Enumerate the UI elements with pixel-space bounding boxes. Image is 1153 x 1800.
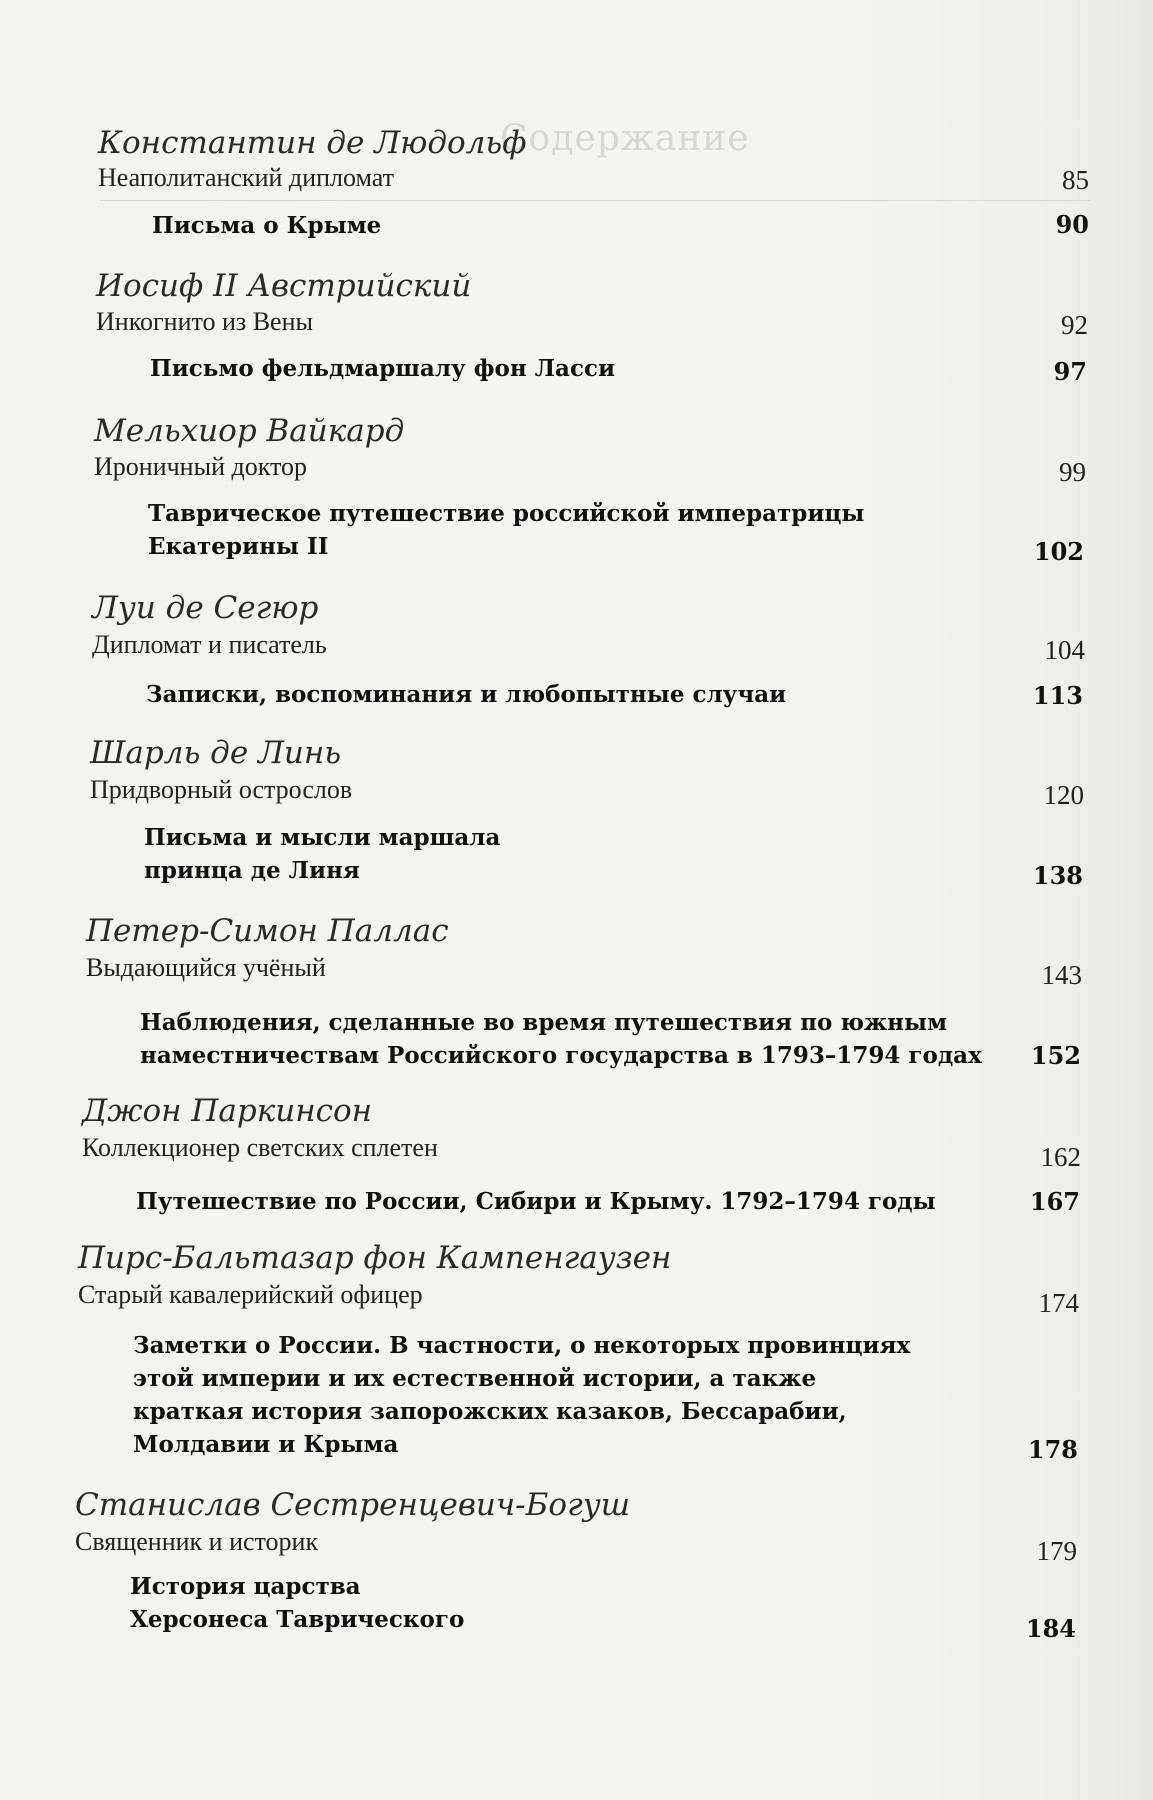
author-name: Станислав Сестренцевич-Богуш [75, 1487, 631, 1523]
subtitle-page-number: 99 [1059, 457, 1086, 487]
work-title-line: Екатерины II [148, 533, 329, 560]
work-title-line: Письма и мысли маршала [144, 824, 501, 851]
work-title [146, 678, 786, 711]
work-page-number: 178 [1027, 1435, 1078, 1464]
work-title-line: Херсонеса Таврического [130, 1606, 465, 1633]
heading-rule [100, 200, 1090, 201]
work-title-line: Заметки о России. В частности, о некоторых провинциях [133, 1332, 911, 1359]
work-page-number: 90 [1055, 210, 1089, 239]
author-subtitle: Старый кавалерийский офицер [78, 1280, 423, 1309]
subtitle-page-number: 162 [1040, 1142, 1081, 1172]
work-page-number: 167 [1029, 1187, 1080, 1216]
work-page-number: 97 [1053, 357, 1087, 386]
subtitle-page-number: 92 [1061, 310, 1088, 340]
work-title [130, 1570, 464, 1636]
work-title-line: краткая история запорожских казаков, Бессарабии, [133, 1398, 847, 1425]
author-subtitle: Ироничный доктор [94, 452, 308, 481]
author-subtitle: Инкогнито из Вены [96, 307, 313, 336]
work-title [144, 821, 500, 887]
work-title-line: Наблюдения, сделанные во время путешествия по южным [140, 1009, 948, 1036]
author-subtitle: Священник и историк [75, 1527, 319, 1556]
work-title [148, 497, 864, 563]
work-title [152, 209, 381, 242]
author-name: Иосиф II Австрийский [96, 268, 472, 304]
work-title-line: принца де Линя [144, 857, 360, 884]
author-name: Пирс-Бальтазар фон Кампенгаузен [78, 1240, 672, 1276]
author-name: Петер-Симон Паллас [86, 913, 449, 949]
author-name: Луи де Сегюр [92, 590, 319, 626]
author-subtitle: Дипломат и писатель [92, 630, 327, 659]
author-subtitle: Придворный острослов [90, 775, 353, 804]
author-subtitle: Выдающийся учёный [86, 953, 326, 982]
author-name: Мельхиор Вайкард [94, 413, 405, 449]
work-page-number: 102 [1033, 537, 1084, 566]
work-title-line: наместничествам Российского государства в 1793–1794 годах [140, 1042, 982, 1069]
work-page-number: 152 [1030, 1041, 1081, 1070]
subtitle-page-number: 143 [1041, 960, 1082, 990]
work-title-line: Путешествие по России, Сибири и Крыму. 1792–1794 годы [136, 1188, 936, 1215]
subtitle-page-number: 104 [1044, 635, 1085, 665]
author-name: Шарль де Линь [90, 735, 342, 771]
work-title-line: Письма о Крыме [152, 212, 382, 239]
work-title-line: Записки, воспоминания и любопытные случаи [146, 681, 787, 708]
subtitle-page-number: 85 [1062, 165, 1089, 195]
author-subtitle: Коллекционер светских сплетен [82, 1133, 438, 1162]
show-through-heading: Содержание [500, 118, 750, 159]
work-title-line: этой империи и их естественной истории, а также [133, 1365, 817, 1392]
work-title-line: Письмо фельдмаршалу фон Ласси [150, 355, 616, 382]
work-page-number: 184 [1025, 1614, 1076, 1643]
subtitle-page-number: 120 [1043, 780, 1084, 810]
work-title [136, 1185, 936, 1218]
work-title [133, 1329, 910, 1461]
work-title [140, 1006, 982, 1072]
work-title-line: Таврическое путешествие российской императрицы [148, 500, 865, 527]
author-name: Джон Паркинсон [82, 1093, 373, 1129]
work-page-number: 113 [1032, 681, 1083, 710]
subtitle-page-number: 179 [1036, 1536, 1077, 1566]
subtitle-page-number: 174 [1038, 1288, 1079, 1318]
author-name: Константин де Людольф [98, 125, 527, 161]
work-title-line: Молдавии и Крыма [133, 1431, 399, 1458]
author-subtitle: Неаполитанский дипломат [98, 163, 394, 192]
work-title [150, 352, 615, 385]
work-page-number: 138 [1032, 861, 1083, 890]
work-title-line: История царства [130, 1573, 361, 1600]
